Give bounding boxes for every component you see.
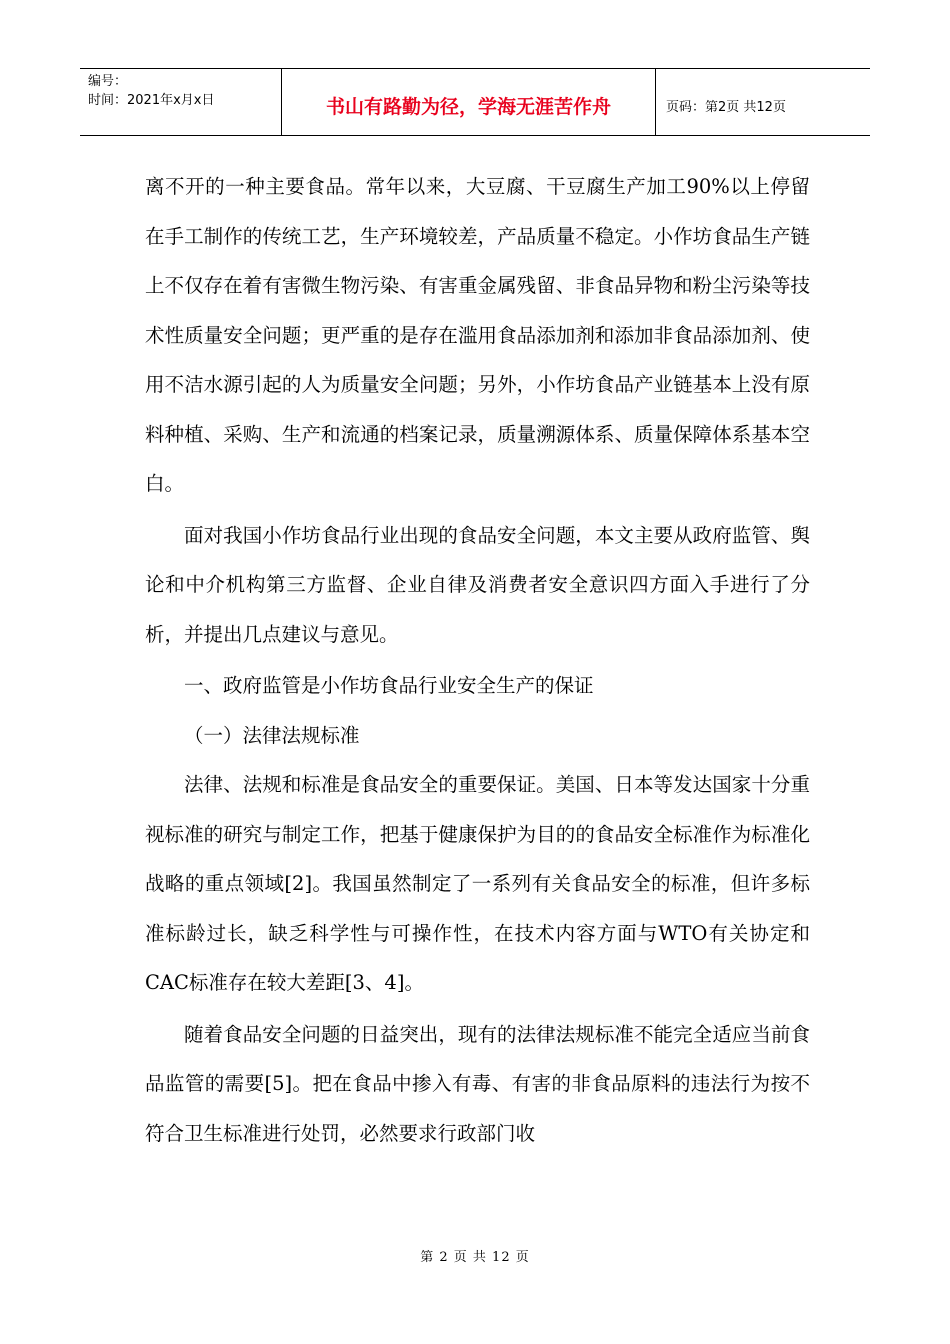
paragraph: 面对我国小作坊食品行业出现的食品安全问题，本文主要从政府监管、舆论和中介机构第三方监督、企业自律及消费者安全意识四方面入手进行了分析，并提出几点建议与意见。 (145, 523, 810, 646)
paragraph: 离不开的一种主要食品。常年以来，大豆腐、干豆腐生产加工90%以上停留在手工制作的传统工艺，生产环境较差，产品质量不稳定。小作坊食品生产链上不仅存在着有害微生物污染、有害重金属残留、非食品异物和粉尘污染等技术性质量安全问题；更严重的是存在滥用食品添加剂和添加非食品添加剂、使用不洁水源引起的人为质量安全问题；另外，小作坊食品产业链基本上没有原料种植、采购、生产和流通的档案记录，质量溯源体系、质量保障体系基本空白。 (145, 175, 810, 495)
header-meta-cell (80, 69, 282, 135)
motto-text: 书山有路勤为径，学海无涯苦作舟 (325, 95, 611, 118)
paragraph: 法律、法规和标准是食品安全的重要保证。美国、日本等发达国家十分重视标准的研究与制定工作，把基于健康保护为目的的食品安全标准作为标准化战略的重点领域[2]。我国虽然制定了一系列有关食品安全的标准，但许多标准标龄过长，缺乏科学性与可操作性，在技术内容方面与WTO有关协定和CAC标准存在较大差距[3、4]。 (145, 773, 810, 994)
subsection-heading: （一）法律法规标准 (184, 723, 360, 747)
document-body (145, 162, 810, 1158)
document-header (80, 68, 870, 136)
time-label: 时间：2021年x月x日 (88, 93, 215, 108)
page-label: 页码：第2页 共12页 (666, 99, 786, 115)
number-label: 编号： (88, 74, 128, 89)
header-page-cell (656, 69, 870, 135)
header-motto-cell (282, 69, 656, 135)
footer-page-number: 第 2 页 共 12 页 (420, 1250, 530, 1265)
paragraph: 随着食品安全问题的日益突出，现有的法律法规标准不能完全适应当前食品监管的需要[5]。把在食品中掺入有毒、有害的非食品原料的违法行为按不符合卫生标准进行处罚，必然要求行政部门收 (145, 1022, 810, 1145)
page-footer (0, 1246, 950, 1265)
section-heading: 一、政府监管是小作坊食品行业安全生产的保证 (184, 674, 594, 697)
